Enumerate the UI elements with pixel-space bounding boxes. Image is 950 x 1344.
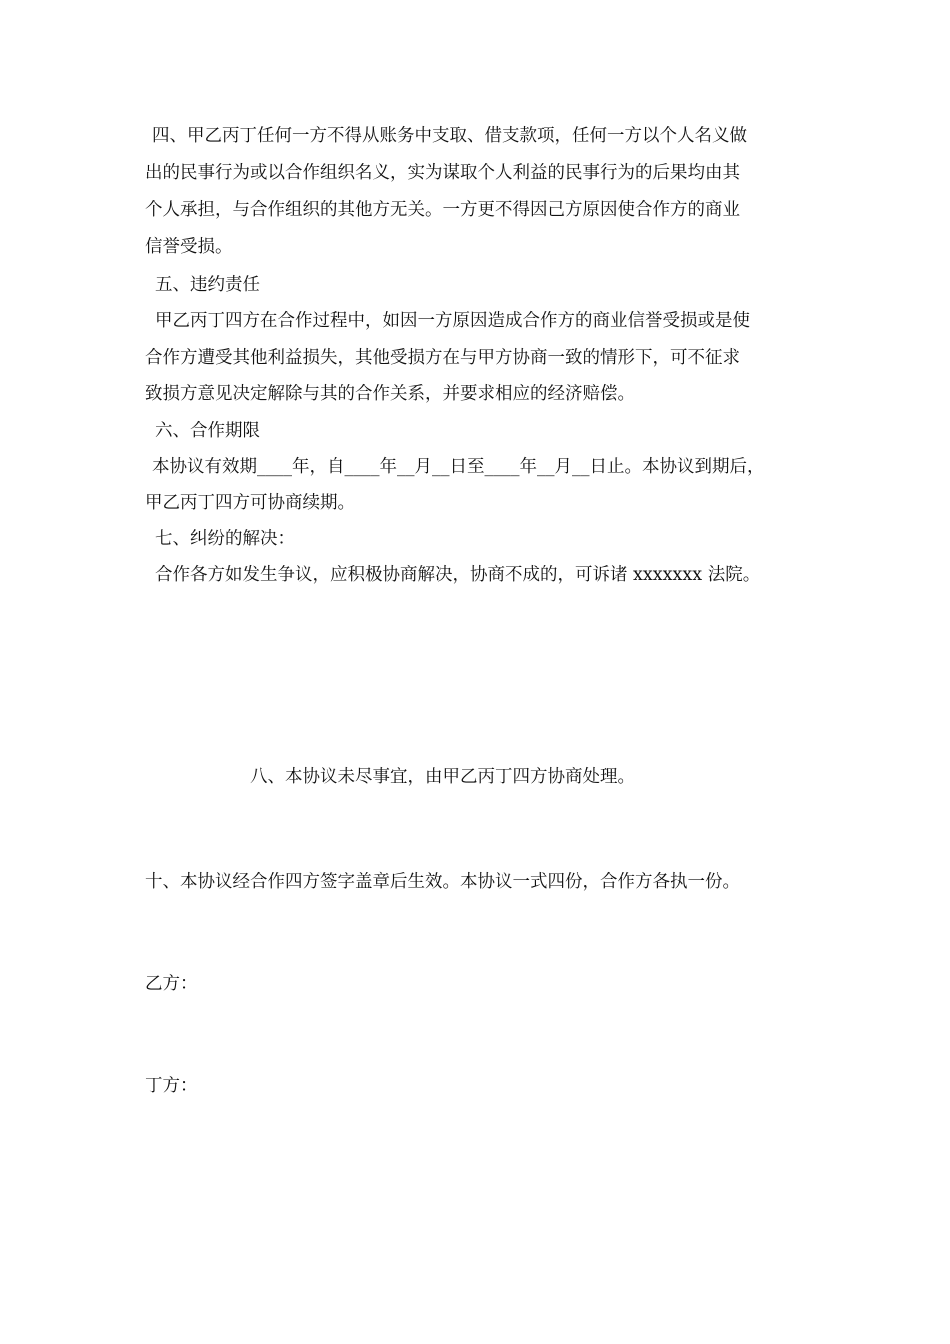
- clause-4-line-1: 四、甲乙丙丁任何一方不得从账务中支取、借支款项，任何一方以个人名义做: [152, 126, 747, 146]
- clause-5-line-1: 甲乙丙丁四方在合作过程中，如因一方原因造成合作方的商业信誉受损或是使: [155, 311, 750, 331]
- clause-6-line-1: 本协议有效期____年，自____年__月__日至____年__月__日止。本协议到期后，: [152, 457, 765, 477]
- clause-6-line-2: 甲乙丙丁四方可协商续期。: [145, 493, 355, 513]
- clause-4-line-3: 个人承担，与合作组织的其他方无关。一方更不得因己方原因使合作方的商业: [145, 200, 740, 220]
- signature-party-b: 乙方：: [145, 974, 198, 994]
- clause-4-line-2: 出的民事行为或以合作组织名义，实为谋取个人利益的民事行为的后果均由其: [145, 163, 740, 183]
- clause-8: 八、本协议未尽事宜，由甲乙丙丁四方协商处理。: [250, 767, 635, 787]
- clause-10: 十、本协议经合作四方签字盖章后生效。本协议一式四份，合作方各执一份。: [145, 872, 740, 892]
- section-heading-term: 六、合作期限: [155, 421, 260, 441]
- section-heading-disputes: 七、纠纷的解决：: [155, 529, 295, 549]
- clause-5-line-2: 合作方遭受其他利益损失，其他受损方在与甲方协商一致的情形下，可不征求: [145, 348, 740, 368]
- clause-7-line-1: 合作各方如发生争议，应积极协商解决，协商不成的，可诉诸 xxxxxxx 法院。: [155, 565, 761, 585]
- signature-party-d: 丁方：: [145, 1076, 198, 1096]
- clause-4-line-4: 信誉受损。: [145, 237, 233, 257]
- clause-5-line-3: 致损方意见决定解除与其的合作关系，并要求相应的经济赔偿。: [145, 384, 635, 404]
- section-heading-breach: 五、违约责任: [155, 275, 260, 295]
